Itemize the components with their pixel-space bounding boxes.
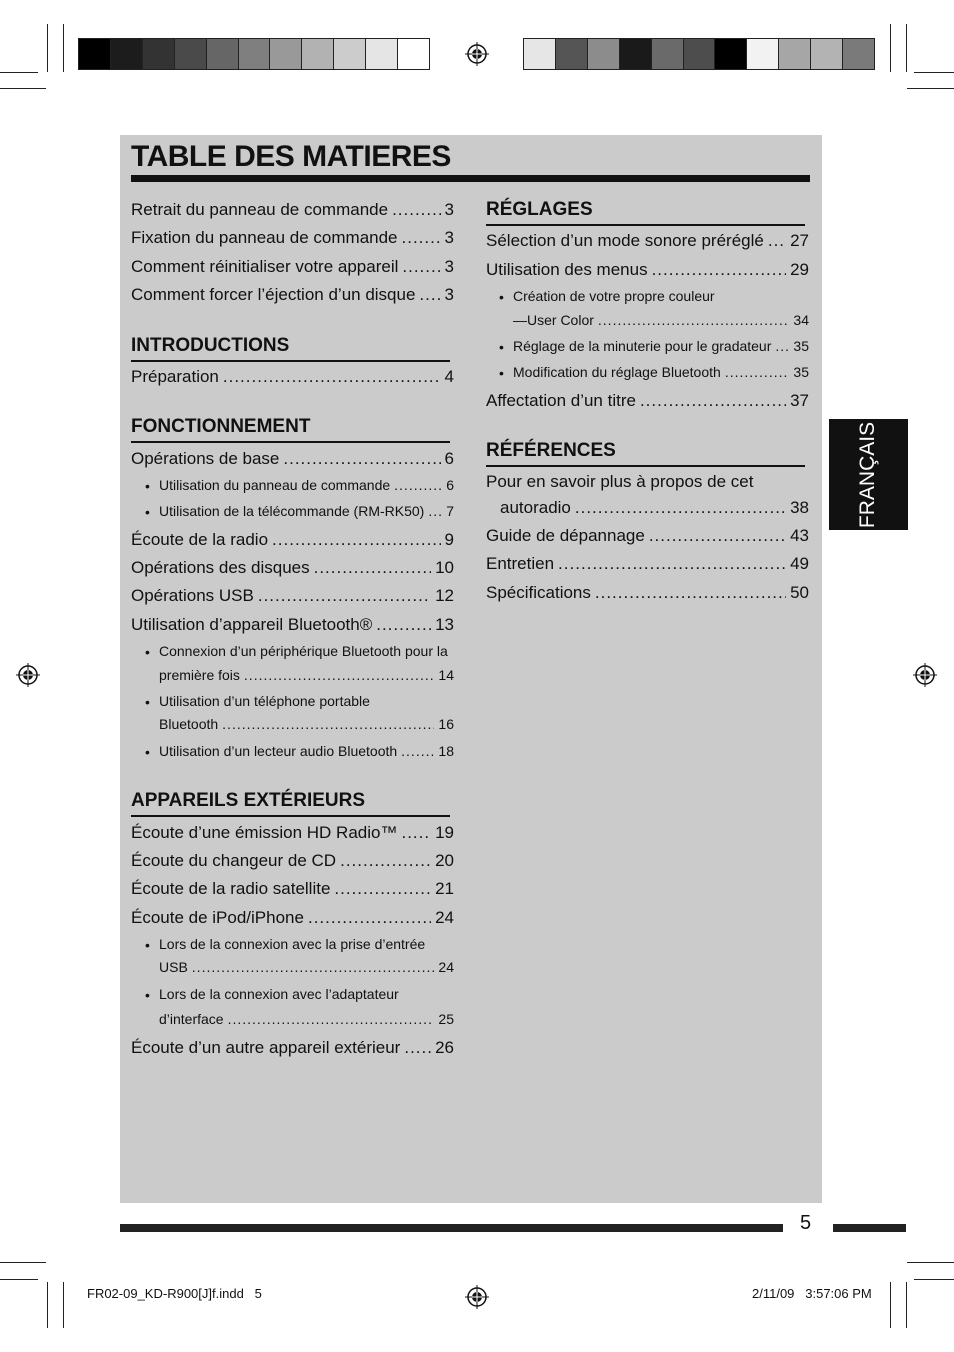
toc-entry[interactable]: Comment réinitialiser votre appareil ..... 3 (131, 257, 454, 277)
toc-subentry[interactable]: Utilisation du panneau de commande ..... 6 (159, 477, 454, 493)
toc-entry[interactable]: Spécifications ..... 50 (486, 583, 809, 603)
toc-entry[interactable]: Écoute de iPod/iPhone ..... 24 (131, 908, 454, 928)
registration-mark-icon (465, 42, 489, 66)
toc-entry[interactable]: Écoute du changeur de CD ..... 20 (131, 851, 454, 871)
crop-mark (906, 1282, 907, 1328)
crop-mark (914, 1279, 954, 1280)
crop-mark (907, 1262, 954, 1263)
toc-entry[interactable]: Opérations de base ..... 6 (131, 449, 454, 469)
color-swatch (524, 39, 556, 69)
crop-mark (0, 1262, 46, 1263)
bullet-icon: • (499, 289, 504, 305)
file-slug: FR02-09_KD-R900[J]f.indd 5 (87, 1286, 262, 1301)
toc-entry[interactable]: Retrait du panneau de commande ..... 3 (131, 200, 454, 220)
toc-entry[interactable]: autoradio ..... 38 (500, 498, 809, 518)
crop-mark (47, 1282, 48, 1328)
toc-subentry-line1[interactable]: Connexion d’un périphérique Bluetooth pour la (159, 643, 448, 659)
color-swatch (715, 39, 747, 69)
crop-mark (914, 72, 954, 73)
section-heading: RÉGLAGES (486, 199, 593, 220)
registration-mark-icon (913, 663, 937, 687)
bullet-icon: • (499, 365, 504, 381)
toc-entry[interactable]: Opérations des disques ..... 10 (131, 558, 454, 578)
footer-rule-left (120, 1224, 783, 1232)
toc-subentry-line1[interactable]: Lors de la connexion avec l’adaptateur (159, 986, 399, 1002)
bullet-icon: • (145, 644, 150, 660)
crop-mark (0, 72, 38, 73)
toc-entry[interactable]: Guide de dépannage ..... 43 (486, 526, 809, 546)
toc-subentry[interactable]: Utilisation de la télécommande (RM-RK50) ..... 7 (159, 503, 454, 519)
toc-entry[interactable]: Opérations USB ..... 12 (131, 586, 454, 606)
crop-mark (906, 24, 907, 72)
toc-subentry-line1[interactable]: Utilisation d’un téléphone portable (159, 693, 370, 709)
toc-entry[interactable]: Écoute d’un autre appareil extérieur ..... 26 (131, 1038, 454, 1058)
bullet-icon: • (145, 694, 150, 710)
page-number: 5 (800, 1212, 812, 1234)
section-rule (486, 224, 805, 226)
registration-mark-icon (16, 663, 40, 687)
section-rule (486, 465, 805, 467)
crop-mark (63, 24, 64, 72)
toc-entry[interactable]: Utilisation d’appareil Bluetooth® ..... 13 (131, 615, 454, 635)
section-rule (131, 441, 450, 443)
toc-subentry[interactable]: première fois ..... 14 (159, 667, 454, 683)
crop-mark (47, 24, 48, 72)
color-swatch (843, 39, 874, 69)
color-swatch (270, 39, 302, 69)
toc-entry[interactable]: Sélection d’un mode sonore préréglé ..... 27 (486, 231, 809, 251)
bullet-icon: • (145, 987, 150, 1003)
bullet-icon: • (499, 339, 504, 355)
section-heading: APPAREILS EXTÉRIEURS (131, 790, 366, 811)
bullet-icon: • (145, 744, 150, 760)
toc-subentry[interactable]: USB ..... 24 (159, 959, 454, 975)
toc-entry[interactable]: Entretien ..... 49 (486, 554, 809, 574)
toc-entry[interactable]: Utilisation des menus ..... 29 (486, 260, 809, 280)
color-bar-left (78, 38, 430, 70)
section-rule (131, 360, 450, 362)
toc-subentry[interactable]: d’interface ..... 25 (159, 1011, 454, 1027)
color-swatch (334, 39, 366, 69)
color-swatch (652, 39, 684, 69)
color-swatch (747, 39, 779, 69)
color-swatch (79, 39, 111, 69)
color-swatch (811, 39, 843, 69)
color-bar-right (523, 38, 875, 70)
bullet-icon: • (145, 937, 150, 953)
toc-entry[interactable]: Écoute d’une émission HD Radio™ ..... 19 (131, 823, 454, 843)
registration-mark-icon (465, 1285, 489, 1309)
toc-entry[interactable]: Affectation d’un titre ..... 37 (486, 391, 809, 411)
color-swatch (111, 39, 143, 69)
toc-entry[interactable]: Écoute de la radio satellite ..... 21 (131, 879, 454, 899)
color-swatch (779, 39, 811, 69)
toc-entry[interactable]: Préparation ..... 4 (131, 367, 454, 387)
crop-mark (0, 88, 46, 89)
color-swatch (207, 39, 239, 69)
toc-subentry[interactable]: Réglage de la minuterie pour le gradateur ..... 35 (513, 338, 809, 354)
toc-subentry[interactable]: Modification du réglage Bluetooth ..... 35 (513, 364, 809, 380)
toc-entry[interactable]: Comment forcer l’éjection d’un disque ..... 3 (131, 285, 454, 305)
toc-subentry-line1[interactable]: Lors de la connexion avec la prise d’entrée (159, 936, 426, 952)
footer-rule-right (833, 1224, 906, 1232)
color-swatch (302, 39, 334, 69)
crop-mark (890, 24, 891, 72)
bullet-icon: • (145, 504, 150, 520)
crop-mark (0, 1279, 38, 1280)
color-swatch (588, 39, 620, 69)
bullet-icon: • (145, 478, 150, 494)
color-swatch (684, 39, 716, 69)
color-swatch (366, 39, 398, 69)
section-heading: RÉFÉRENCES (486, 440, 616, 461)
toc-entry[interactable]: Écoute de la radio ..... 9 (131, 530, 454, 550)
color-swatch (398, 39, 429, 69)
toc-subentry[interactable]: Bluetooth ..... 16 (159, 716, 454, 732)
toc-subentry[interactable]: Utilisation d’un lecteur audio Bluetooth ..... 18 (159, 743, 454, 759)
toc-entry-line1[interactable]: Pour en savoir plus à propos de cet (486, 472, 754, 491)
date-slug: 2/11/09 3:57:06 PM (752, 1286, 872, 1301)
toc-subentry-line1[interactable]: Création de votre propre couleur (513, 288, 715, 304)
section-heading: INTRODUCTIONS (131, 335, 290, 356)
toc-entry[interactable]: Fixation du panneau de commande ..... 3 (131, 228, 454, 248)
crop-mark (890, 1282, 891, 1328)
section-rule (131, 815, 450, 817)
language-tab-label: FRANÇAIS (856, 421, 880, 528)
color-swatch (620, 39, 652, 69)
color-swatch (239, 39, 271, 69)
color-swatch (143, 39, 175, 69)
crop-mark (63, 1282, 64, 1328)
page-title: TABLE DES MATIERES (131, 140, 451, 173)
color-swatch (175, 39, 207, 69)
crop-mark (907, 88, 954, 89)
title-rule (131, 175, 810, 182)
color-swatch (556, 39, 588, 69)
toc-subentry[interactable]: —User Color ..... 34 (513, 312, 809, 328)
section-heading: FONCTIONNEMENT (131, 416, 311, 437)
